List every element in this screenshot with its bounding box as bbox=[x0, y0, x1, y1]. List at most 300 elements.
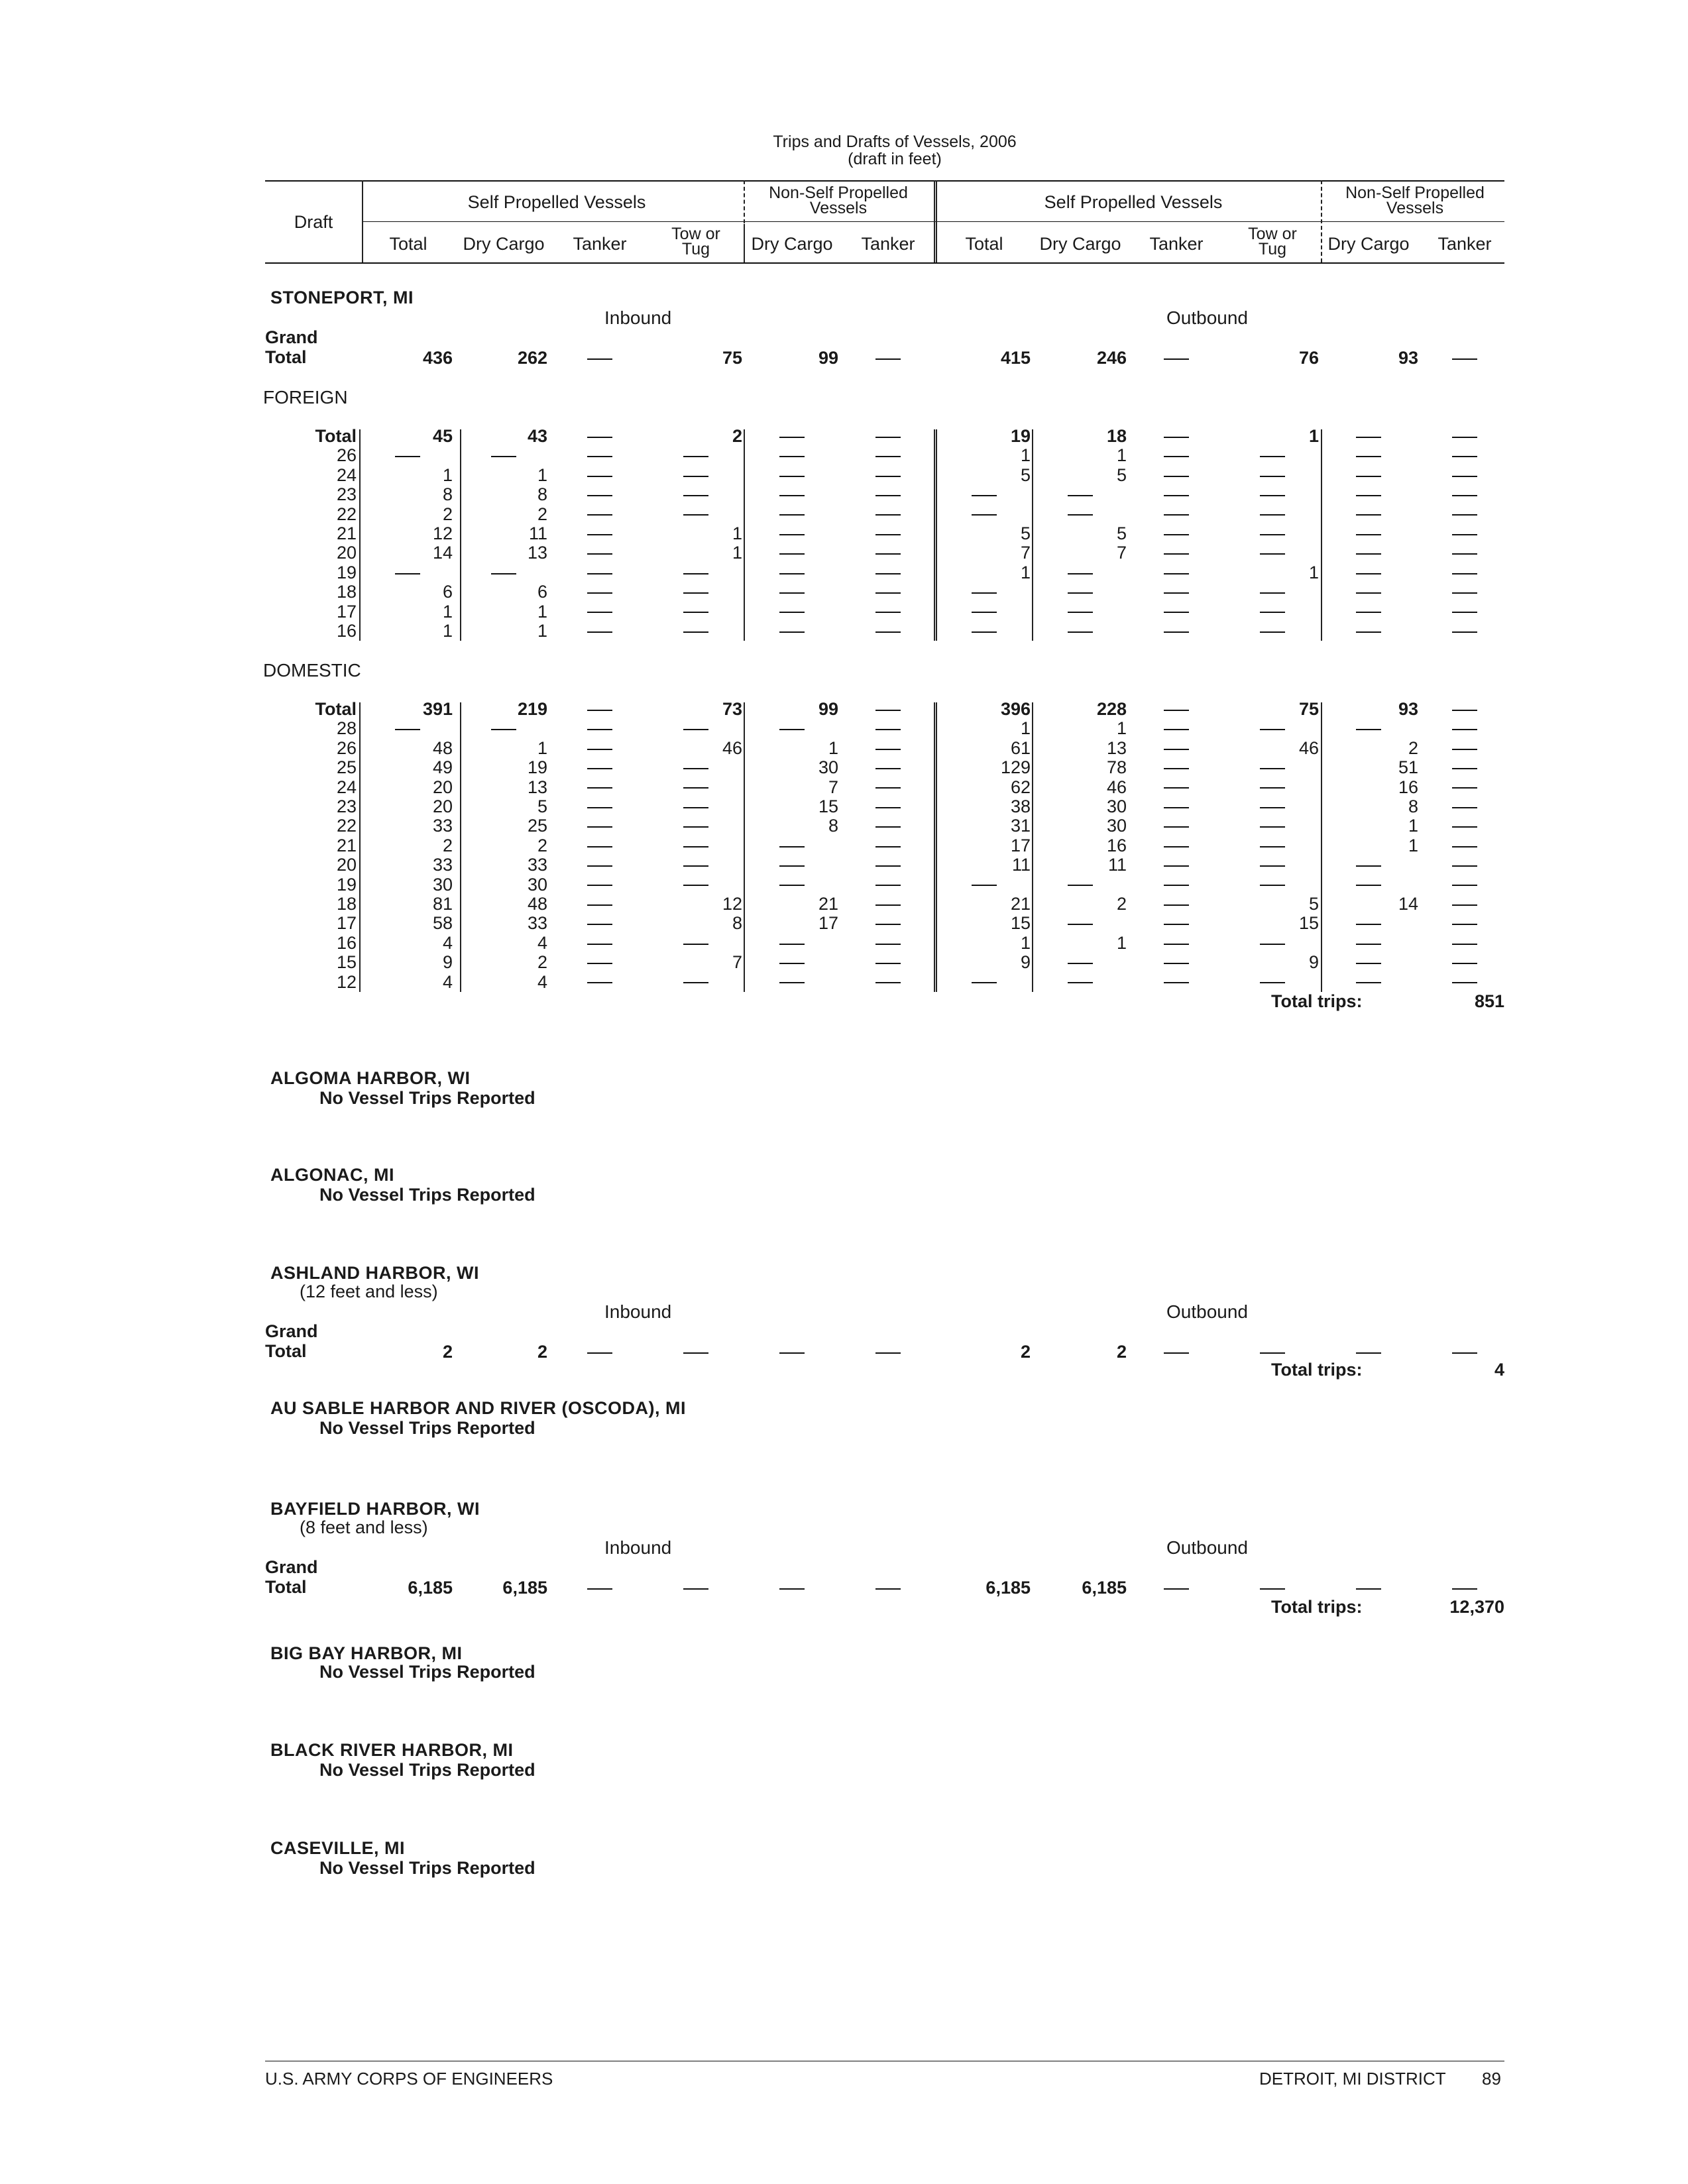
domestic-cell: 2 bbox=[1116, 894, 1127, 914]
foreign-cell-dash bbox=[491, 456, 516, 457]
foreign-cell-dash bbox=[587, 534, 612, 535]
grand-total-value-dash bbox=[683, 1588, 708, 1590]
foreign-cell-dash bbox=[779, 534, 805, 535]
total-trips-value: 851 bbox=[1474, 991, 1504, 1011]
domestic-cell-dash bbox=[875, 924, 901, 925]
domestic-cell: 99 bbox=[818, 699, 838, 719]
domestic-cell-dash bbox=[1164, 729, 1189, 730]
domestic-cell-dash bbox=[587, 768, 612, 769]
grand-total-value-dash bbox=[875, 1352, 901, 1354]
draft-label: 18 bbox=[336, 894, 357, 914]
foreign-cell-dash bbox=[683, 573, 708, 574]
domestic-cell-dash bbox=[779, 963, 805, 964]
domestic-cell-dash bbox=[1164, 963, 1189, 964]
domestic-cell-dash bbox=[1164, 826, 1189, 828]
foreign-cell: 18 bbox=[1106, 426, 1127, 446]
domestic-cell-dash bbox=[1260, 885, 1285, 886]
grand-total-value-dash bbox=[587, 1352, 612, 1354]
foreign-cell-dash bbox=[1356, 514, 1381, 516]
domestic-cell-dash bbox=[587, 885, 612, 886]
foreign-cell: 5 bbox=[1020, 523, 1031, 543]
domestic-cell: 38 bbox=[1010, 796, 1031, 816]
domestic-cell: 9 bbox=[1020, 952, 1031, 973]
col-header: Tanker bbox=[1149, 234, 1204, 254]
domestic-cell-dash bbox=[587, 904, 612, 906]
foreign-cell-dash bbox=[779, 437, 805, 438]
domestic-cell-dash bbox=[587, 710, 612, 711]
foreign-cell-dash bbox=[972, 631, 997, 633]
foreign-cell: 1 bbox=[1116, 445, 1127, 466]
domestic-cell: 4 bbox=[442, 932, 453, 953]
grand-total-label: Grand Total bbox=[265, 1557, 318, 1597]
foreign-cell-dash bbox=[1452, 476, 1477, 477]
foreign-cell: 8 bbox=[442, 484, 453, 505]
grand-total-value-dash bbox=[587, 358, 612, 360]
domestic-cell: 14 bbox=[1398, 894, 1418, 914]
domestic-cell-dash bbox=[1452, 865, 1477, 867]
domestic-cell-dash bbox=[587, 787, 612, 789]
foreign-cell-dash bbox=[683, 456, 708, 457]
domestic-cell-dash bbox=[587, 807, 612, 808]
table-title: Trips and Drafts of Vessels, 2006 bbox=[773, 133, 1017, 151]
port-name: BIG BAY HARBOR, MI bbox=[270, 1643, 463, 1663]
grand-total-value-dash bbox=[683, 1352, 708, 1354]
domestic-cell: 93 bbox=[1398, 699, 1418, 719]
domestic-cell: 17 bbox=[818, 913, 838, 934]
domestic-cell-dash bbox=[875, 846, 901, 847]
domestic-cell-dash bbox=[1164, 807, 1189, 808]
grand-total-value-dash bbox=[1452, 1352, 1477, 1354]
domestic-cell: 49 bbox=[432, 757, 453, 778]
grand-total-label: Grand Total bbox=[265, 327, 318, 367]
domestic-cell-dash bbox=[1068, 885, 1093, 886]
domestic-cell-dash bbox=[972, 982, 997, 983]
domestic-cell-dash bbox=[1452, 904, 1477, 906]
grand-total-value-dash bbox=[1164, 1588, 1189, 1590]
no-trips-note: No Vessel Trips Reported bbox=[319, 1418, 535, 1438]
domestic-cell-dash bbox=[1260, 807, 1285, 808]
domestic-cell-dash bbox=[1260, 944, 1285, 945]
domestic-cell-dash bbox=[683, 865, 708, 867]
domestic-cell-dash bbox=[683, 768, 708, 769]
domestic-cell: 5 bbox=[537, 796, 547, 816]
domestic-cell: 33 bbox=[432, 855, 453, 875]
foreign-cell: 1 bbox=[442, 601, 453, 622]
port-name: ALGONAC, MI bbox=[270, 1165, 394, 1185]
domestic-cell: 11 bbox=[1011, 855, 1031, 875]
foreign-cell: 1 bbox=[442, 464, 453, 485]
foreign-cell-dash bbox=[875, 514, 901, 516]
domestic-cell: 48 bbox=[527, 894, 547, 914]
foreign-cell-dash bbox=[587, 573, 612, 574]
foreign-cell-dash bbox=[491, 573, 516, 574]
domestic-cell-dash bbox=[587, 944, 612, 945]
draft-label: 24 bbox=[336, 464, 357, 485]
port-name: BLACK RIVER HARBOR, MI bbox=[270, 1740, 514, 1760]
foreign-cell-dash bbox=[1356, 456, 1381, 457]
foreign-cell: 1 bbox=[1308, 562, 1319, 582]
foreign-cell-dash bbox=[875, 631, 901, 633]
domestic-cell-dash bbox=[1452, 826, 1477, 828]
domestic-cell-dash bbox=[683, 885, 708, 886]
foreign-cell-dash bbox=[779, 495, 805, 496]
foreign-cell-dash bbox=[875, 553, 901, 555]
domestic-cell-dash bbox=[1164, 924, 1189, 925]
foreign-cell-dash bbox=[972, 592, 997, 594]
foreign-cell-dash bbox=[683, 612, 708, 613]
no-trips-note: No Vessel Trips Reported bbox=[319, 1858, 535, 1878]
draft-label: 16 bbox=[336, 621, 357, 641]
domestic-cell: 8 bbox=[828, 816, 838, 836]
domestic-cell-dash bbox=[395, 729, 420, 730]
foreign-cell: 1 bbox=[1020, 445, 1031, 466]
table-subtitle: (draft in feet) bbox=[848, 150, 942, 168]
domestic-cell: 2 bbox=[1408, 737, 1418, 758]
foreign-cell-dash bbox=[1356, 573, 1381, 574]
domestic-cell: 46 bbox=[722, 737, 742, 758]
domestic-cell: 16 bbox=[1398, 777, 1418, 797]
domestic-cell: 11 bbox=[1107, 855, 1127, 875]
domestic-cell: 13 bbox=[1106, 737, 1127, 758]
domestic-cell-dash bbox=[683, 982, 708, 983]
outbound-label: Outbound bbox=[1166, 1301, 1248, 1322]
draft-label: 21 bbox=[336, 835, 357, 855]
domestic-cell: 20 bbox=[432, 796, 453, 816]
page-number: 89 bbox=[1482, 2069, 1501, 2089]
domestic-cell: 1 bbox=[1408, 835, 1418, 855]
domestic-cell: 5 bbox=[1308, 894, 1319, 914]
foreign-cell-dash bbox=[1164, 631, 1189, 633]
inbound-label: Inbound bbox=[604, 1301, 672, 1322]
foreign-cell-dash bbox=[1356, 553, 1381, 555]
domestic-cell: 17 bbox=[1010, 835, 1031, 855]
domestic-cell: 4 bbox=[537, 932, 547, 953]
grand-total-value-dash bbox=[1356, 1588, 1381, 1590]
domestic-cell-dash bbox=[1068, 924, 1093, 925]
domestic-cell: 30 bbox=[432, 874, 453, 895]
port-name: STONEPORT, MI bbox=[270, 288, 414, 307]
grand-total-value: 6,185 bbox=[985, 1578, 1031, 1598]
foreign-cell-dash bbox=[1068, 514, 1093, 516]
foreign-cell-dash bbox=[1260, 553, 1285, 555]
domestic-cell: 15 bbox=[818, 796, 838, 816]
domestic-cell-dash bbox=[587, 982, 612, 983]
foreign-cell-dash bbox=[875, 612, 901, 613]
foreign-cell: 19 bbox=[1010, 426, 1031, 446]
grand-total-value: 6,185 bbox=[1082, 1578, 1127, 1598]
foreign-cell-dash bbox=[587, 553, 612, 555]
foreign-cell: 14 bbox=[432, 543, 453, 563]
grand-total-value-dash bbox=[779, 1588, 805, 1590]
domestic-cell-dash bbox=[1452, 768, 1477, 769]
draft-separator bbox=[359, 702, 361, 992]
foreign-cell-dash bbox=[587, 495, 612, 496]
foreign-cell-dash bbox=[1356, 495, 1381, 496]
domestic-cell-dash bbox=[1356, 865, 1381, 867]
foreign-cell-dash bbox=[1164, 612, 1189, 613]
port-name: CASEVILLE, MI bbox=[270, 1838, 406, 1858]
foreign-cell: 6 bbox=[442, 582, 453, 602]
footer-left: U.S. ARMY CORPS OF ENGINEERS bbox=[265, 2069, 553, 2089]
foreign-cell-dash bbox=[1068, 612, 1093, 613]
foreign-cell-dash bbox=[1356, 476, 1381, 477]
foreign-cell-dash bbox=[1164, 456, 1189, 457]
foreign-cell-dash bbox=[779, 456, 805, 457]
domestic-cell: 21 bbox=[1010, 894, 1031, 914]
domestic-cell-dash bbox=[1164, 982, 1189, 983]
domestic-cell: 1 bbox=[1020, 932, 1031, 953]
draft-label: 21 bbox=[336, 523, 357, 543]
domestic-cell-dash bbox=[875, 904, 901, 906]
domestic-cell-dash bbox=[587, 963, 612, 964]
domestic-cell: 2 bbox=[537, 952, 547, 973]
nspv-header-out: Non-Self Propelled Vessels bbox=[1345, 184, 1485, 217]
outbound-label: Outbound bbox=[1166, 1537, 1248, 1558]
foreign-cell-dash bbox=[779, 573, 805, 574]
domestic-cell: 15 bbox=[1010, 913, 1031, 934]
domestic-cell-dash bbox=[1452, 982, 1477, 983]
domestic-cell: 13 bbox=[527, 777, 547, 797]
foreign-cell-dash bbox=[1260, 534, 1285, 535]
domestic-cell-dash bbox=[1356, 924, 1381, 925]
foreign-cell-dash bbox=[1260, 495, 1285, 496]
foreign-cell: 7 bbox=[1116, 543, 1127, 563]
col-header: Tanker bbox=[861, 234, 915, 254]
draft-label: Total bbox=[315, 699, 357, 719]
domestic-cell: 15 bbox=[1298, 913, 1319, 934]
grand-total-value-dash bbox=[779, 1352, 805, 1354]
domestic-cell-dash bbox=[779, 865, 805, 867]
grand-total-value-dash bbox=[875, 1588, 901, 1590]
domestic-cell: 20 bbox=[432, 777, 453, 797]
grand-total-value: 99 bbox=[818, 348, 838, 368]
domestic-cell-dash bbox=[875, 749, 901, 750]
foreign-cell-dash bbox=[587, 612, 612, 613]
column-separator bbox=[1321, 429, 1322, 641]
grand-total-value-dash bbox=[1260, 1352, 1285, 1354]
foreign-cell-dash bbox=[1452, 592, 1477, 594]
domestic-cell-dash bbox=[1260, 826, 1285, 828]
col-header: Tanker bbox=[573, 234, 627, 254]
domestic-cell-dash bbox=[1164, 787, 1189, 789]
grand-total-value: 2 bbox=[1116, 1342, 1127, 1362]
draft-label: 23 bbox=[336, 796, 357, 816]
domestic-cell-dash bbox=[683, 729, 708, 730]
draft-label: 22 bbox=[336, 504, 357, 524]
domestic-cell-dash bbox=[1068, 982, 1093, 983]
foreign-cell: 8 bbox=[537, 484, 547, 505]
domestic-cell-dash bbox=[587, 826, 612, 828]
port-note: (12 feet and less) bbox=[300, 1282, 438, 1301]
footer-right: DETROIT, MI DISTRICT bbox=[1259, 2069, 1446, 2089]
col-header: Tanker bbox=[1437, 234, 1492, 254]
domestic-cell: 73 bbox=[722, 699, 742, 719]
domestic-cell: 391 bbox=[422, 699, 453, 719]
foreign-cell: 2 bbox=[537, 504, 547, 524]
domestic-cell-dash bbox=[875, 963, 901, 964]
foreign-cell-dash bbox=[395, 456, 420, 457]
domestic-cell: 30 bbox=[1106, 816, 1127, 836]
domestic-cell-dash bbox=[875, 826, 901, 828]
grand-total-value: 6,185 bbox=[502, 1578, 547, 1598]
domestic-cell-dash bbox=[1452, 807, 1477, 808]
header-bottom-rule bbox=[265, 262, 1504, 264]
foreign-label: FOREIGN bbox=[263, 387, 348, 408]
domestic-cell-dash bbox=[875, 982, 901, 983]
column-separator bbox=[934, 702, 937, 992]
domestic-cell: 30 bbox=[1106, 796, 1127, 816]
grand-total-value: 2 bbox=[1020, 1342, 1031, 1362]
column-separator bbox=[1321, 702, 1322, 992]
grand-total-value-dash bbox=[875, 358, 901, 360]
domestic-cell-dash bbox=[1260, 865, 1285, 867]
domestic-cell-dash bbox=[875, 729, 901, 730]
foreign-cell: 2 bbox=[732, 426, 742, 446]
grand-total-value: 2 bbox=[537, 1342, 547, 1362]
foreign-cell-dash bbox=[1068, 573, 1093, 574]
domestic-cell-dash bbox=[1356, 729, 1381, 730]
foreign-cell-dash bbox=[683, 631, 708, 633]
foreign-cell-dash bbox=[1260, 476, 1285, 477]
draft-label: 12 bbox=[336, 971, 357, 992]
domestic-cell: 33 bbox=[527, 855, 547, 875]
domestic-cell: 1 bbox=[1116, 718, 1127, 739]
domestic-cell: 48 bbox=[432, 737, 453, 758]
foreign-cell-dash bbox=[587, 476, 612, 477]
column-separator bbox=[460, 429, 461, 641]
foreign-cell: 1 bbox=[537, 464, 547, 485]
domestic-cell-dash bbox=[587, 865, 612, 867]
foreign-cell-dash bbox=[1452, 573, 1477, 574]
col-header: Dry Cargo bbox=[463, 234, 545, 254]
col-header: Dry Cargo bbox=[1327, 234, 1410, 254]
foreign-cell: 7 bbox=[1020, 543, 1031, 563]
domestic-cell-dash bbox=[779, 885, 805, 886]
col-header: Dry Cargo bbox=[1039, 234, 1121, 254]
domestic-cell: 33 bbox=[527, 913, 547, 934]
domestic-cell: 62 bbox=[1010, 777, 1031, 797]
foreign-cell: 5 bbox=[1116, 464, 1127, 485]
outbound-label: Outbound bbox=[1166, 307, 1248, 328]
foreign-cell-dash bbox=[1356, 631, 1381, 633]
domestic-cell: 7 bbox=[828, 777, 838, 797]
domestic-cell-dash bbox=[1452, 749, 1477, 750]
foreign-cell-dash bbox=[875, 456, 901, 457]
domestic-cell-dash bbox=[1452, 944, 1477, 945]
foreign-cell: 45 bbox=[432, 426, 453, 446]
domestic-cell-dash bbox=[875, 787, 901, 789]
port-name: ALGOMA HARBOR, WI bbox=[270, 1068, 471, 1088]
domestic-cell-dash bbox=[875, 807, 901, 808]
domestic-cell: 9 bbox=[442, 952, 453, 973]
foreign-cell-dash bbox=[1068, 495, 1093, 496]
port-name: ASHLAND HARBOR, WI bbox=[270, 1263, 479, 1283]
no-trips-note: No Vessel Trips Reported bbox=[319, 1088, 535, 1108]
spv-header-out: Self Propelled Vessels bbox=[1044, 192, 1223, 212]
domestic-cell: 12 bbox=[722, 894, 742, 914]
port-name: BAYFIELD HARBOR, WI bbox=[270, 1499, 480, 1519]
foreign-cell-dash bbox=[779, 612, 805, 613]
foreign-cell-dash bbox=[779, 592, 805, 594]
foreign-cell-dash bbox=[1164, 476, 1189, 477]
spv-header-in: Self Propelled Vessels bbox=[467, 192, 646, 212]
domestic-cell-dash bbox=[683, 826, 708, 828]
foreign-cell-dash bbox=[972, 495, 997, 496]
port-name: AU SABLE HARBOR AND RIVER (OSCODA), MI bbox=[270, 1398, 687, 1418]
foreign-cell-dash bbox=[1164, 573, 1189, 574]
header-top-rule bbox=[265, 180, 1504, 182]
domestic-cell: 1 bbox=[828, 737, 838, 758]
no-trips-note: No Vessel Trips Reported bbox=[319, 1760, 535, 1780]
foreign-cell-dash bbox=[1452, 631, 1477, 633]
draft-label: 19 bbox=[336, 562, 357, 582]
domestic-cell-dash bbox=[1164, 768, 1189, 769]
grand-total-value-dash bbox=[1356, 1352, 1381, 1354]
draft-label: 24 bbox=[336, 777, 357, 797]
domestic-cell: 8 bbox=[1408, 796, 1418, 816]
domestic-cell-dash bbox=[1260, 846, 1285, 847]
domestic-cell: 9 bbox=[1308, 952, 1319, 973]
column-separator bbox=[1032, 429, 1033, 641]
foreign-cell-dash bbox=[1356, 592, 1381, 594]
foreign-cell-dash bbox=[972, 514, 997, 516]
foreign-cell: 2 bbox=[442, 504, 453, 524]
foreign-cell: 1 bbox=[732, 543, 742, 563]
domestic-cell: 19 bbox=[527, 757, 547, 778]
foreign-cell-dash bbox=[1356, 437, 1381, 438]
grand-total-value: 246 bbox=[1096, 348, 1127, 368]
foreign-cell: 11 bbox=[528, 523, 547, 543]
col-header: Total bbox=[965, 234, 1003, 254]
foreign-cell-dash bbox=[1452, 456, 1477, 457]
domestic-cell-dash bbox=[1452, 846, 1477, 847]
grand-total-value: 415 bbox=[1000, 348, 1031, 368]
foreign-cell-dash bbox=[683, 476, 708, 477]
domestic-cell-dash bbox=[683, 846, 708, 847]
foreign-cell: 12 bbox=[432, 523, 453, 543]
domestic-cell-dash bbox=[1164, 885, 1189, 886]
domestic-cell-dash bbox=[779, 729, 805, 730]
domestic-cell-dash bbox=[683, 807, 708, 808]
draft-label: 23 bbox=[336, 484, 357, 505]
foreign-cell-dash bbox=[587, 631, 612, 633]
foreign-cell-dash bbox=[875, 534, 901, 535]
foreign-cell-dash bbox=[1260, 612, 1285, 613]
domestic-cell: 46 bbox=[1106, 777, 1127, 797]
domestic-cell-dash bbox=[875, 865, 901, 867]
col-header-tow-tug: Tow or Tug bbox=[1248, 225, 1297, 258]
domestic-cell-dash bbox=[1356, 963, 1381, 964]
draft-label: 22 bbox=[336, 816, 357, 836]
foreign-cell: 5 bbox=[1020, 464, 1031, 485]
foreign-cell-dash bbox=[683, 592, 708, 594]
grand-total-value-dash bbox=[1452, 1588, 1477, 1590]
domestic-cell-dash bbox=[1260, 729, 1285, 730]
column-separator bbox=[744, 429, 745, 641]
foreign-cell-dash bbox=[395, 573, 420, 574]
nspv-header-in: Non-Self Propelled Vessels bbox=[769, 184, 908, 217]
inbound-label: Inbound bbox=[604, 307, 672, 328]
domestic-cell-dash bbox=[1356, 885, 1381, 886]
domestic-cell-dash bbox=[1356, 982, 1381, 983]
grand-total-value-dash bbox=[1164, 1352, 1189, 1354]
grand-total-value: 75 bbox=[722, 348, 742, 368]
total-trips-label: Total trips: bbox=[1271, 1360, 1363, 1380]
grand-total-label: Grand Total bbox=[265, 1321, 318, 1361]
domestic-cell: 78 bbox=[1106, 757, 1127, 778]
domestic-cell: 33 bbox=[432, 816, 453, 836]
domestic-cell: 81 bbox=[432, 894, 453, 914]
